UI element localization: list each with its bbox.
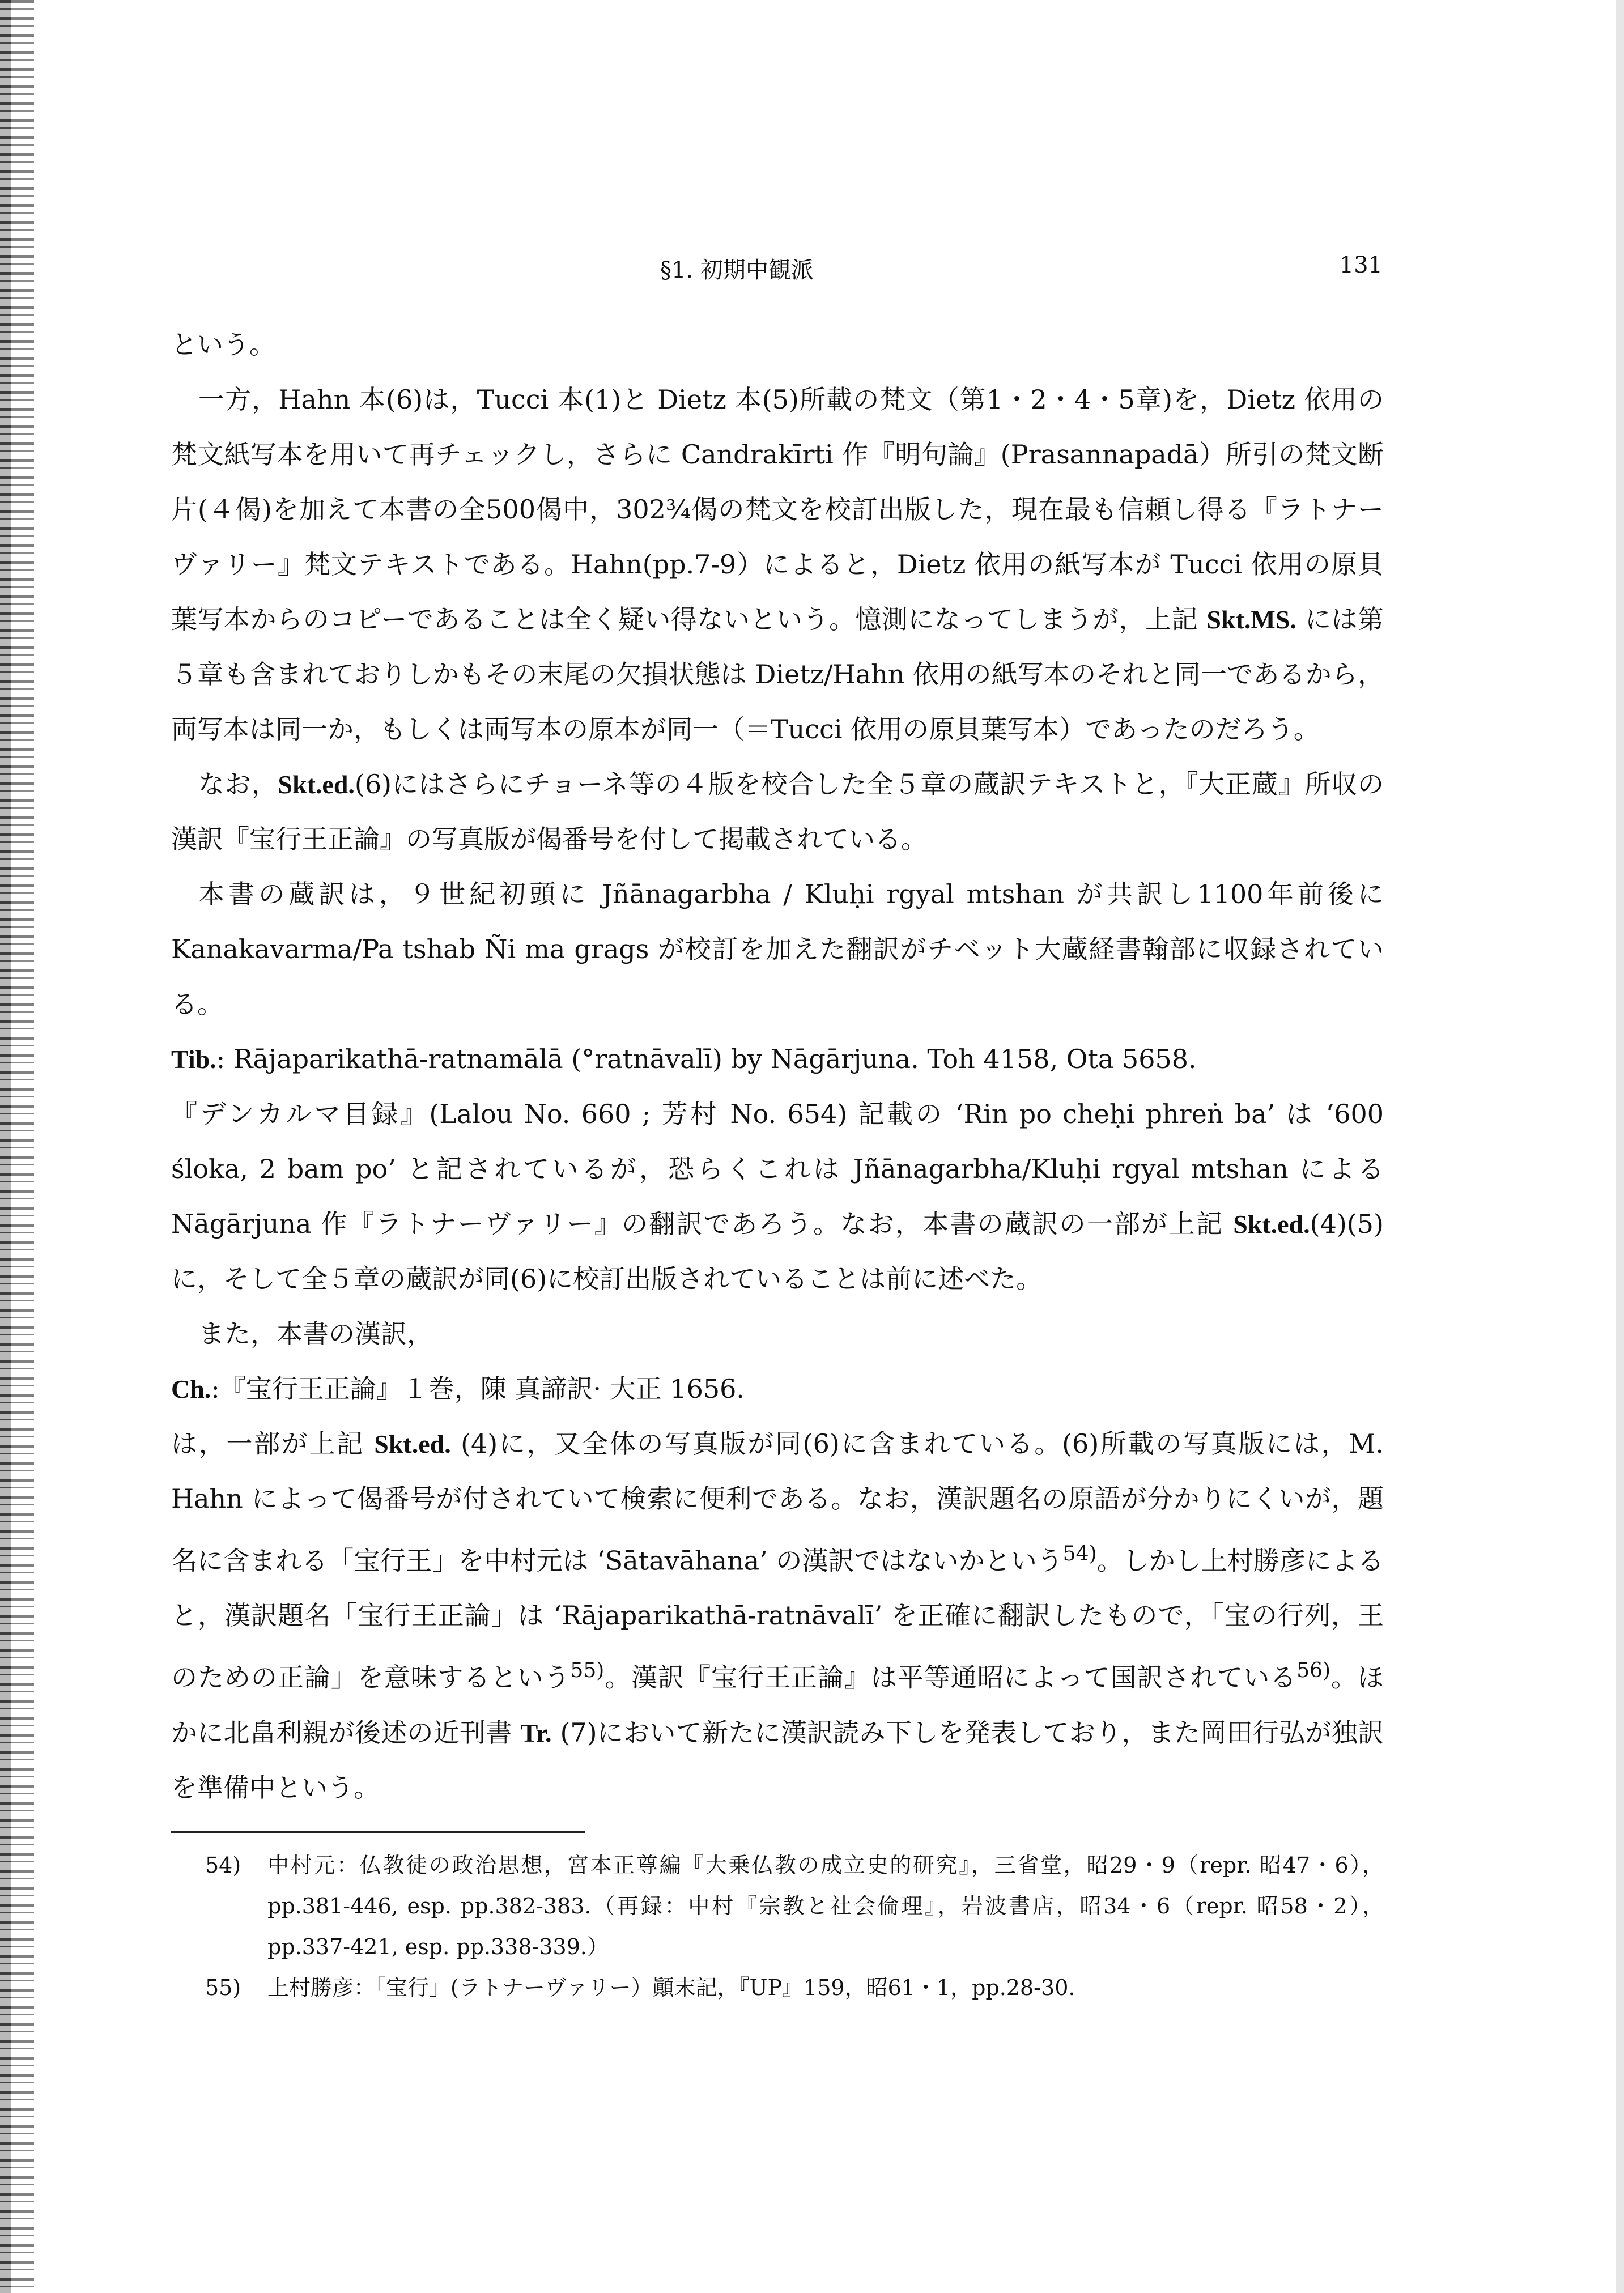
- paragraph-6: また，本書の漢訳，: [198, 1318, 433, 1349]
- skt-ed-label: Skt.ed.: [1233, 1210, 1310, 1239]
- skt-ms-label: Skt.MS.: [1206, 605, 1296, 634]
- section-title: §1. 初期中観派: [660, 257, 814, 283]
- paragraph-7: は，一部が上記 Skt.ed. (4)に，又全体の写真版が同(6)に含まれている。(6)所載の写真版には，M. Hahn によって偈番号が付されていて検索に便利である。なお，漢訳題名の原語が分かりにくいが，題名に含まれる「宝行王」を中村元は ‘Sātavāhana’ の漢訳ではないかという$^{54)}$。しかし上村勝彦によると，漢訳題名「宝行王正論」は ‘Rājaparikathā-ratnāvalī’ を正確に翻訳したもので，「宝の行列，王のための正論」を意味するという$^{55)}$。漢訳『宝行王正論』は平等通昭によって国訳されている$^{56)}$。ほかに北畠利親が後述の近刊書 Tr. (7)において新たに漢訳読み下しを発表しており，また岡田行弘が独訳を準備中という。: [171, 1428, 1384, 1803]
- footnotes: [205, 1845, 1384, 2008]
- footnote-text: 中村元：仏教徒の政治思想，宮本正尊編『大乗仏教の成立史的研究』，三省堂，昭29・9（repr. 昭47・6），pp.381-446, esp. pp.382-383.（再録：中村『宗教と社会倫理』，岩波書店，昭34・6（repr. 昭58・2），pp.337-421, esp. pp.338-339.）: [267, 1853, 1384, 1959]
- main-text: [171, 317, 1384, 1815]
- footnote-ref-55[interactable]: 55): [570, 1659, 605, 1683]
- footnote-rule: [171, 1831, 585, 1833]
- page-number: 131: [1339, 252, 1383, 278]
- footnote-text: 上村勝彦：「宝行」(ラトナーヴァリー）顚末記，『UP』159，昭61・1，pp.28-30.: [267, 1975, 1075, 2000]
- footnote-ref-56[interactable]: 56): [1296, 1659, 1331, 1683]
- paragraph-1: という。: [171, 329, 275, 360]
- footnote-ref-54[interactable]: 54): [1062, 1542, 1097, 1565]
- tr-label: Tr.: [520, 1718, 552, 1747]
- paragraph-4: 本書の蔵訳は，９世紀初頭に Jñānagarbha / Kluḥi rgyal mtshan が共訳し1100年前後に Kanakavarma/Pa tshab Ñi ma grags が校訂を加えた翻訳がチベット大蔵経書翰部に収録されている。: [171, 879, 1384, 1019]
- page-edge: [1616, 0, 1624, 2293]
- tib-entry: Tib.: Rājaparikathā-ratnamālā (°ratnāvalī) by Nāgārjuna. Toh 4158, Ota 5658.: [171, 1044, 1197, 1074]
- running-header: [170, 252, 1383, 286]
- ch-label: Ch.: [171, 1375, 211, 1403]
- ch-entry: Ch.:『宝行王正論』１巻，陳 真諦訳· 大正 1656.: [171, 1373, 745, 1404]
- footnote-item: [205, 1845, 1384, 1967]
- paragraph-3: なお，Skt.ed.(6)にはさらにチョーネ等の４版を校合した全５章の蔵訳テキストと，『大正蔵』所収の漢訳『宝行王正論』の写真版が偈番号を付して掲載されている。: [171, 769, 1384, 854]
- tib-label: Tib.: [171, 1045, 216, 1074]
- paragraph-2: 一方，Hahn 本(6)は，Tucci 本(1)と Dietz 本(5)所載の梵文（第1・2・4・5章)を，Dietz 依用の梵文紙写本を用いて再チェックし，さらに Candrakīrti 作『明句論』(Prasannapadā）所引の梵文断片(４偈)を加えて本書の全500偈中，302¾偈の梵文を校訂出版した，現在最も信頼し得る『ラトナーヴァリー』梵文テキストである。Hahn(pp.7-9）によると，Dietz 依用の紙写本が Tucci 依用の原貝葉写本からのコピーであることは全く疑い得ないという。憶測になってしまうが，上記 Skt.MS. には第５章も含まれておりしかもその末尾の欠損状態は Dietz/Hahn 依用の紙写本のそれと同一であるから，両写本は同一か，もしくは両写本の原本が同一（＝Tucci 依用の原貝葉写本）であったのだろう。: [171, 384, 1384, 745]
- binding-edge: [0, 0, 34, 2293]
- skt-ed-label: Skt.ed.: [374, 1430, 451, 1458]
- footnote-item: [205, 1967, 1384, 2008]
- paragraph-5: 『デンカルマ目録』(Lalou No. 660 ; 芳村 No. 654) 記載の ‘Rin po cheḥi phreṅ ba’ は ‘600 śloka, 2 bam po’ と記されているが，恐らくこれは Jñānagarbha/Kluḥi rgyal mtshan による Nāgārjuna 作『ラトナーヴァリー』の翻訳であろう。なお，本書の蔵訳の一部が上記 Skt.ed.(4)(5)に，そして全５章の蔵訳が同(6)に校訂出版されていることは前に述べた。: [171, 1099, 1384, 1294]
- skt-ed-label: Skt.ed.: [278, 770, 355, 799]
- footnote-number: 54): [205, 1853, 241, 1878]
- footnote-number: 55): [205, 1975, 241, 2000]
